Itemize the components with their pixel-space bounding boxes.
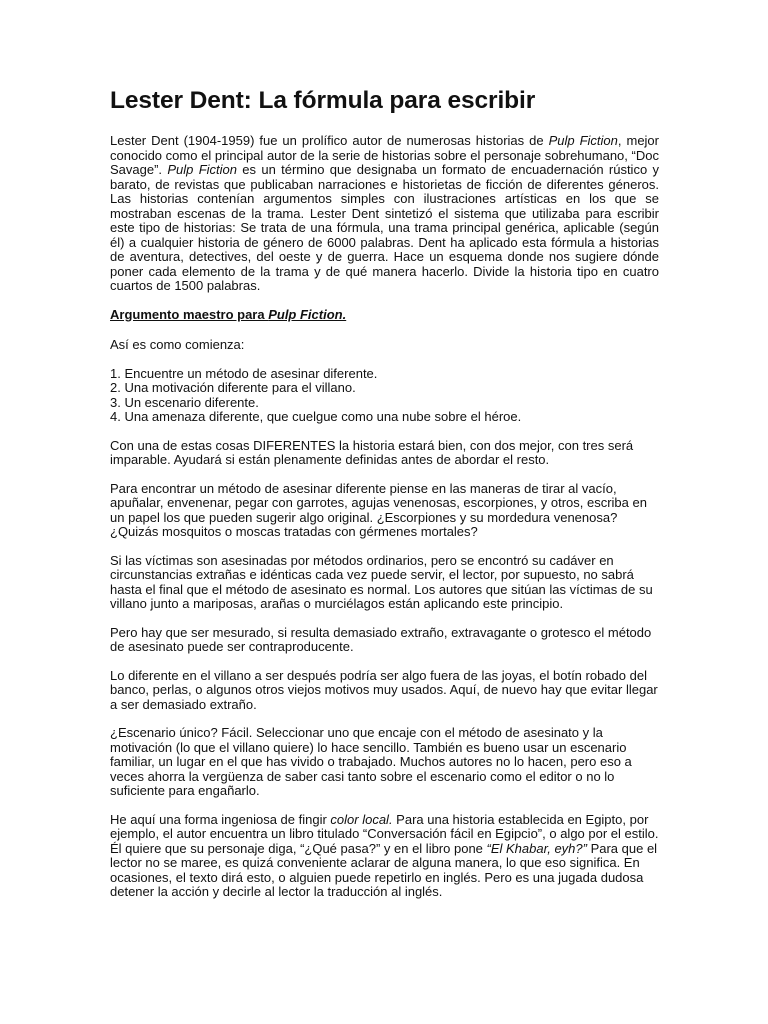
- paragraph-6: ¿Escenario único? Fácil. Seleccionar uno que encaje con el método de asesinato y la motivación (lo que el villano quiere) lo hace sencillo. También es bueno usar un escenario familiar, un lugar en el que has vivido o trabajado. Muchos autores no lo hacen, pero eso a veces ahorra la vergüenza de saber casi tanto sobre el escenario como el editor o no lo suficiente para engañarlo.: [110, 725, 632, 798]
- paragraph-5: Lo diferente en el villano a ser después podría ser algo fuera de las joyas, el botín robado del banco, perlas, o algunos otros viejos motivos muy usados. Aquí, de nuevo hay que evitar llegar a ser demasiado extraño.: [110, 667, 658, 712]
- list-item: 4. Una amenaza diferente, que cuelgue como una nube sobre el héroe.: [110, 409, 522, 424]
- paragraph-4: Pero hay que ser mesurado, si resulta demasiado extraño, extravagante o grotesco el método de asesinato puede ser contraproducente.: [110, 624, 652, 654]
- p7-italic-2: “El Khabar, eyh?”: [486, 840, 587, 856]
- document-page: [110, 86, 659, 914]
- intro-text-3: es un término que designaba un formato de encuadernación rústico y barato, de revistas que publicaban narraciones e historietas de ficción de diferentes géneros. Las historias contenían argumentos simples con ilustraciones artísticas en los que se mostraban escenas de la trama. Lester Dent sintetizó el sistema que utilizaba para escribir este tipo de historias: Se trata de una fórmula, una trama principal genérica, aplicable (según él) a cualquier historia de género de 6000 palabras. Dent ha aplicado esta fórmula a historias de aventura, detectives, del oeste y de guerra. Hace un esquema donde nos sugiere dónde poner cada elemento de la trama y de qué manera hacerlo. Divide la historia tipo en cuatro cuartos de 1500 palabras.: [110, 162, 659, 293]
- section-heading-text: Argumento maestro para: [110, 306, 269, 322]
- section-heading: [110, 308, 659, 323]
- numbered-list: [110, 367, 659, 425]
- list-item: 2. Una motivación diferente para el villano.: [110, 380, 356, 395]
- intro-text-2: , mejor conocido como el principal autor de la serie de historias sobre el personaje sobrehumano, “Doc Savage”.: [110, 133, 659, 177]
- section-heading-italic: Pulp Fiction.: [268, 306, 347, 322]
- intro-text-1: Lester Dent (1904-1959) fue un prolífico autor de numerosas historias de: [110, 133, 549, 148]
- intro-italic-2: Pulp Fiction: [167, 162, 237, 177]
- p7-text-1: He aquí una forma ingeniosa de fingir: [110, 811, 331, 827]
- paragraph-1: Con una de estas cosas DIFERENTES la historia estará bien, con dos mejor, con tres será imparable. Ayudará si están plenamente definidas antes de abordar el resto.: [110, 437, 634, 467]
- list-item: 3. Un escenario diferente.: [110, 394, 259, 410]
- p7-text-3: Para que el lector no se maree, es quizá conveniente aclarar de alguna manera, lo que eso significa. En ocasiones, el texto dirá esto, o alguien puede repetirlo en inglés. Pero es una jugada dudosa detener la acción y decirle al lector la traducción al inglés.: [110, 840, 658, 899]
- paragraph-2: Para encontrar un método de asesinar diferente piense en las maneras de tirar al vacío, apuñalar, envenenar, pegar con garrotes, agujas venenosas, escorpiones, y otros, escriba en un papel los que pueden sugerir algo original. ¿Escorpiones y su mordedura venenosa? ¿Quizás mosquitos o moscas tratadas con gérmenes mortales?: [110, 480, 647, 539]
- document-title: Lester Dent: La fórmula para escribir: [110, 87, 536, 114]
- paragraph-3: Si las víctimas son asesinadas por métodos ordinarios, pero se encontró su cadáver en circunstancias extrañas e idénticas cada vez puede servir, el lector, por supuesto, no sabrá hasta el final que el método de asesinato es normal. Los autores que sitúan las víctimas de su villano junto a mariposas, arañas o murciélagos están aplicando este principio.: [110, 552, 653, 611]
- p7-italic-1: color local.: [330, 811, 393, 827]
- p7-text-2: Para una historia establecida en Egipto, por ejemplo, el autor encuentra un libro titulado “Conversación fácil en Egipcio”, o algo por el estilo. Él quiere que su personaje diga, “¿Qué pasa?” y en el libro pone: [110, 811, 659, 856]
- intro-italic-1: Pulp Fiction: [548, 133, 618, 148]
- intro2-paragraph: Así es como comienza:: [110, 337, 245, 352]
- list-item: 1. Encuentre un método de asesinar diferente.: [110, 365, 378, 381]
- paragraph-7: [110, 813, 659, 900]
- intro-paragraph: [110, 134, 659, 294]
